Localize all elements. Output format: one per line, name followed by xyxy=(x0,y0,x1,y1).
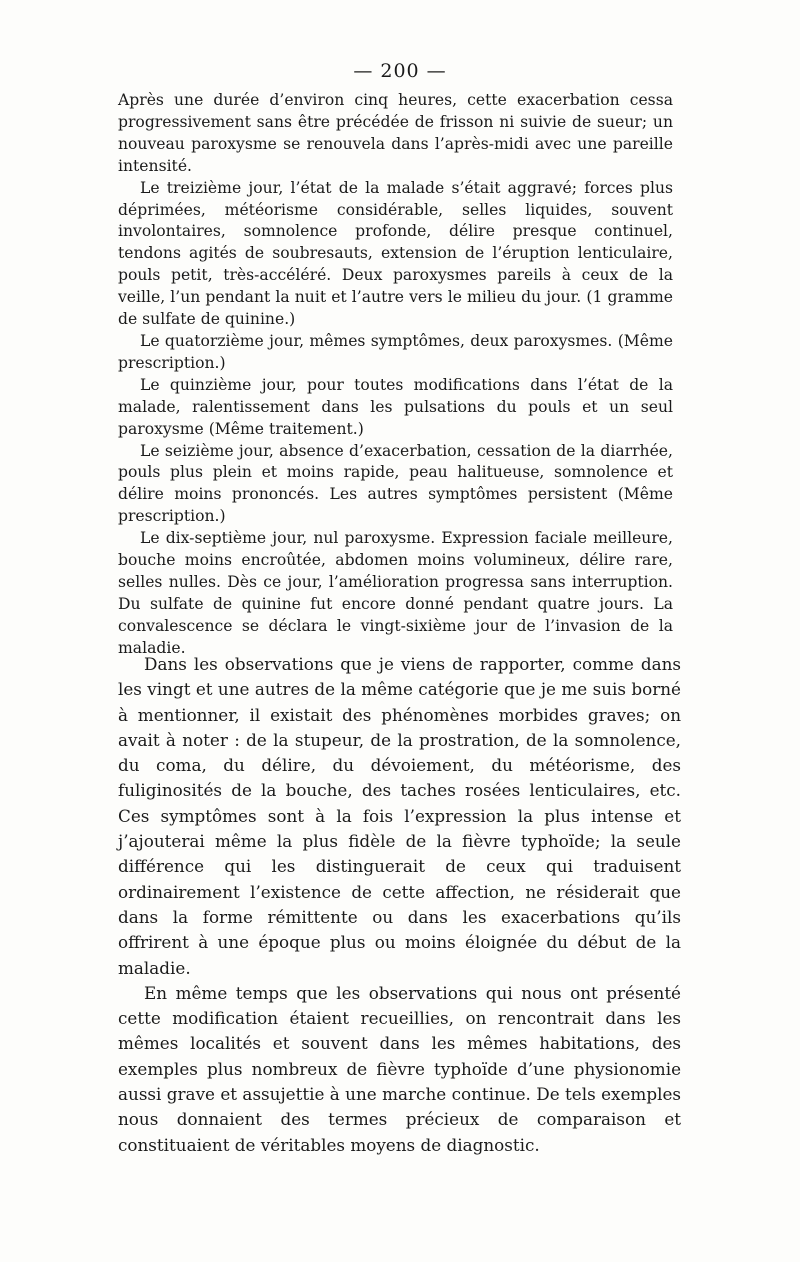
paragraph: Dans les observations que je viens de rapporter, comme dans les vingt et une autres de la même catégorie que je me suis borné à mentionner, il existait des phénomènes morbides graves; on avait à noter : de la stupeur, de la prostration, de la somnolence, du coma, du délire, du dévoiement, du météorisme, des fuliginosités de la bouche, des taches rosées lenticulaires, etc. Ces symptômes sont à la fois l’expression la plus intense et j’ajouterai même la plus fidèle de la fièvre typhoïde; la seule différence qui les distinguerait de ceux qui traduisent ordinairement l’existence de cette affection, ne résiderait que dans la forme rémittente ou dans les exacerbations qu’ils offrirent à une époque plus ou moins éloignée du début de la maladie. xyxy=(118,654,681,978)
paragraph: En même temps que les observations qui nous ont présenté cette modification étaient recueillies, on rencontrait dans les mêmes localités et souvent dans les mêmes habitations, des exemples plus nombreux de fièvre typhoïde d’une physionomie aussi grave et assujettie à une marche continue. De tels exemples nous donnaient des termes précieux de comparaison et constituaient de véritables moyens de diagnostic. xyxy=(118,982,681,1155)
paragraph: Le quatorzième jour, mêmes symptômes, deux paroxysmes. (Même prescription.) xyxy=(118,331,673,372)
paragraph: Le treizième jour, l’état de la malade s’était aggravé; forces plus déprimées, météorisme considérable, selles liquides, souvent involontaires, somnolence profonde, délire presque continuel, tendons agités de soubresauts, extension de l’éruption lenticulaire, pouls petit, très-accéléré. Deux paroxysmes pareils à ceux de la veille, l’un pendant la nuit et l’autre vers le milieu du jour. (1 gramme de sulfate de quinine.) xyxy=(118,178,673,329)
paragraph: Le quinzième jour, pour toutes modifications dans l’état de la malade, ralentissement dans les pulsations du pouls et un seul paroxysme (Même traitement.) xyxy=(118,375,673,438)
page-number: — 200 — xyxy=(353,60,447,82)
paragraph: Après une durée d’environ cinq heures, cette exacerbation cessa progressivement sans être précédée de frisson ni suivie de sueur; un nouveau paroxysme se renouvela dans l’après-midi avec une pareille intensité. xyxy=(118,91,673,175)
commentary-text xyxy=(118,652,681,1158)
observation-text xyxy=(118,90,673,660)
paragraph: Le seizième jour, absence d’exacerbation, cessation de la diarrhée, pouls plus plein et moins rapide, peau halitueuse, somnolence et délire moins prononcés. Les autres symptômes persistent (Même prescription.) xyxy=(118,441,673,526)
paragraph: Le dix-septième jour, nul paroxysme. Expression faciale meilleure, bouche moins encroûtée, abdomen moins volumineux, délire rare, selles nulles. Dès ce jour, l’amélioration progressa sans interruption. Du sulfate de quinine fut encore donné pendant quatre jours. La convalescence se déclara le vingt-sixième jour de l’invasion de la maladie. xyxy=(118,529,673,657)
